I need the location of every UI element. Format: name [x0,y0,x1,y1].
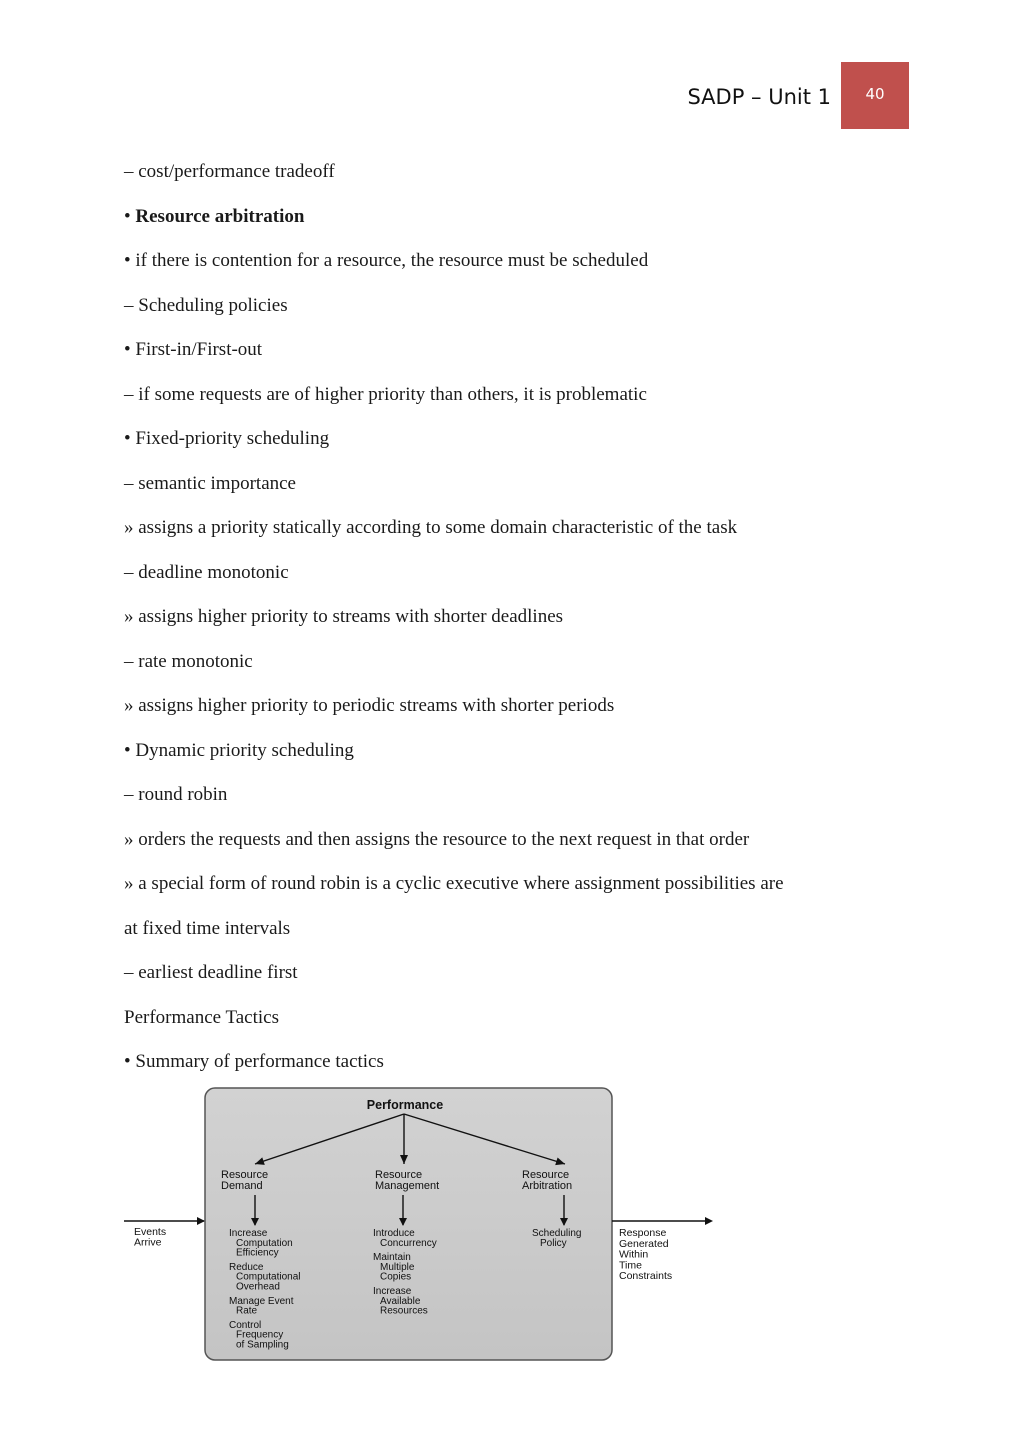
tactic-label: Policy [540,1237,567,1249]
tactic-label: Frequency [236,1329,284,1341]
column-heading: Resource [522,1169,570,1181]
bullet: • [124,205,136,227]
column-heading: Resource [221,1169,269,1181]
output-label: Time [619,1259,642,1272]
text-line: – if some requests are of higher priority than others, it is problematic [124,383,647,405]
text-line: • if there is contention for a resource, the resource must be scheduled [124,250,649,271]
tactic-label: Computation [236,1237,293,1249]
input-arrow-head [197,1217,205,1225]
performance-tactics-diagram [118,1082,724,1372]
tactic-label: Concurrency [380,1237,437,1249]
input-label: Events [134,1226,167,1238]
tactic-label: Efficiency [236,1247,279,1259]
output-label: Within [619,1248,649,1261]
text-line: at fixed time intervals [124,917,291,939]
tactic-label: Rate [236,1305,258,1317]
performance-box [205,1088,612,1360]
text-line-heading [124,195,884,240]
text-line: » a special form of round robin is a cyclic executive where assignment possibilities are [124,873,784,894]
text-line: – cost/performance tradeoff [124,161,335,182]
section-title: Performance Tactics [124,1006,279,1028]
page-number: 40 [865,84,885,103]
tactic-label: Computational [236,1271,301,1283]
text-line: • First-in/First-out [124,339,263,360]
tactic-label: Reduce [229,1261,264,1273]
column-heading: Arbitration [522,1180,573,1192]
column-heading: Resource [375,1169,423,1181]
tactic-label: Available [380,1295,421,1307]
column-heading: Demand [221,1180,263,1192]
tactic-label: Manage Event [229,1295,294,1307]
text-line: » assigns higher priority to periodic streams with shorter periods [124,695,615,716]
text-line: – rate monotonic [124,650,253,672]
text-line: » assigns a priority statically according to some domain characteristic of the task [124,517,738,538]
body-text [124,150,884,1085]
text-line: • Summary of performance tactics [124,1051,384,1072]
tactic-label: Introduce [373,1228,415,1239]
text-line: • Dynamic priority scheduling [124,739,354,761]
text-line: – Scheduling policies [124,294,288,316]
output-arrow-head [705,1217,713,1225]
column-heading: Management [375,1180,440,1192]
tactic-label: Copies [380,1271,412,1283]
resource-arbitration-heading: Resource arbitration [135,205,305,227]
text-line: » orders the requests and then assigns the resource to the next request in that order [124,828,750,850]
text-line: – earliest deadline first [124,962,298,983]
tactic-label: Control [229,1319,262,1331]
diagram-title: Performance [366,1098,444,1112]
text-line: – deadline monotonic [124,561,289,583]
tactic-label: Maintain [373,1252,411,1264]
page-number-badge [841,62,909,129]
tactic-label: Resources [380,1305,428,1317]
input-label: Arrive [134,1236,162,1249]
tactic-label: Multiple [380,1261,415,1273]
text-line: – round robin [124,784,228,805]
tactic-label: Increase [229,1228,268,1239]
header-title: SADP – Unit 1 [687,85,831,109]
tactic-label: Increase [373,1286,412,1297]
text-line: » assigns higher priority to streams with shorter deadlines [124,606,564,627]
output-label: Response [619,1227,667,1239]
output-label: Generated [619,1237,669,1250]
diagram-svg [118,1082,724,1372]
output-label: Constraints [619,1270,673,1283]
tactic-label: Scheduling [532,1228,582,1239]
text-line: – semantic importance [124,472,296,494]
tactic-label: of Sampling [236,1339,289,1351]
tactic-label: Overhead [236,1281,280,1293]
text-line: • Fixed-priority scheduling [124,428,330,449]
